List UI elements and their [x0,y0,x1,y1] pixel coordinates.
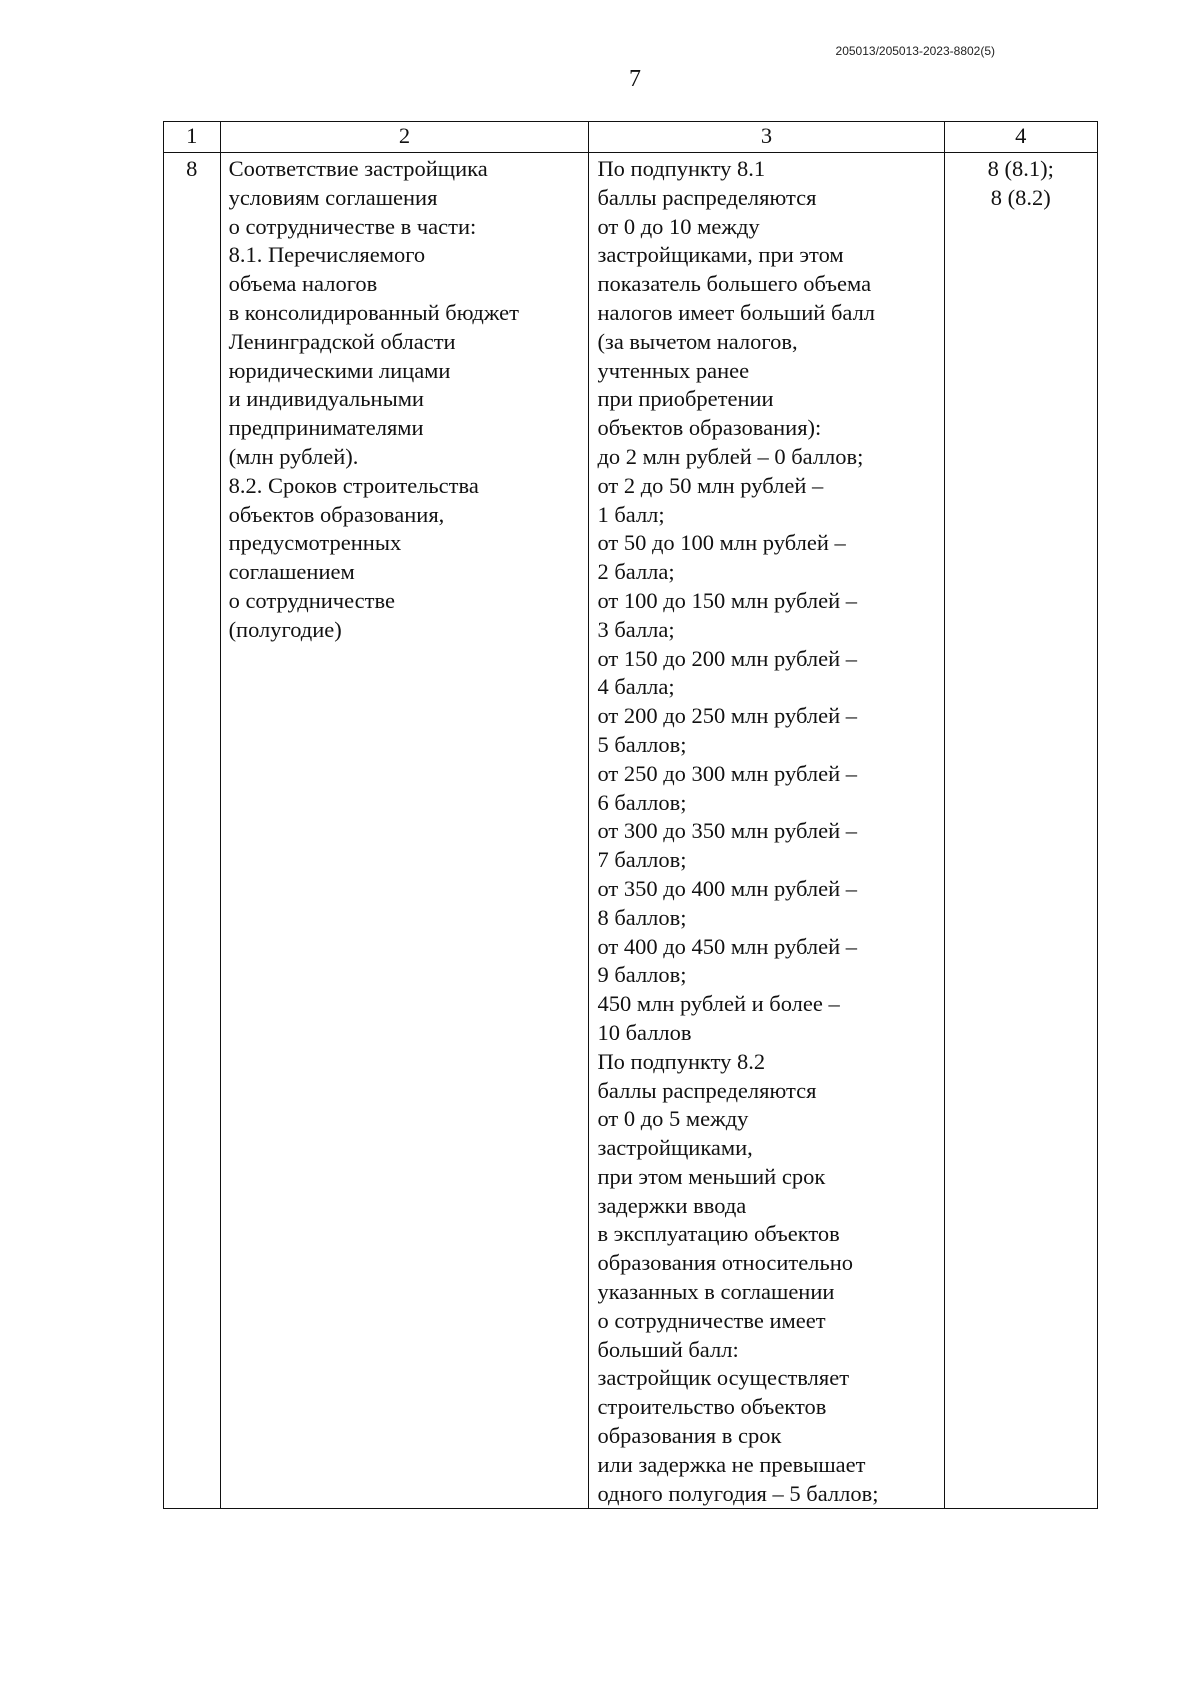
document-number: 205013/205013-2023-8802(5) [835,44,995,58]
criterion-text-line: о сотрудничестве в части: [228,213,477,239]
scoring-text-line: застройщиками, [597,1135,753,1161]
criterion-text-line: юридическими лицами [228,357,451,383]
scoring-text-line: 10 баллов [597,1019,692,1045]
scoring-text-line: в эксплуатацию объектов [597,1221,840,1247]
criterion-text-line: предпринимателями [228,415,424,441]
scoring-text-line: По подпункту 8.1 [597,156,766,181]
scoring-text-line: от 300 до 350 млн рублей – [597,818,857,844]
scoring-text-line: от 250 до 300 млн рублей – [597,760,857,786]
scoring-text-line: от 0 до 10 между [597,213,760,239]
scoring-text-line: от 2 до 50 млн рублей – [597,472,824,498]
scoring-text-line: объектов образования): [597,415,822,441]
scoring-text-line: 5 баллов; [597,731,687,757]
max-points-cell [944,153,1097,1509]
scoring-text-line: 8 баллов; [597,904,687,930]
scoring-text-line: налогов имеет больший балл [597,299,876,325]
scoring-text-line: показатель большего объема [597,271,872,297]
scoring-text-line: 2 балла; [597,559,675,585]
column-header-1: 1 [164,122,221,153]
scoring-text-line: одного полугодия – 5 баллов; [597,1480,879,1506]
scoring-text-line: указанных в соглашении [597,1279,835,1305]
scoring-text-line: при приобретении [597,386,774,412]
criterion-text-line: в консолидированный бюджет [228,299,519,325]
scoring-text-line: 7 баллов; [597,847,687,873]
criterion-cell [220,153,589,1509]
scoring-text-line: от 150 до 200 млн рублей – [597,645,857,671]
scoring-text-line: 3 балла; [597,616,675,642]
scoring-text-line: от 350 до 400 млн рублей – [597,875,857,901]
scoring-text-line: задержки ввода [597,1192,747,1218]
scoring-text-line: от 0 до 5 между [597,1106,749,1132]
criterion-text-line: (млн рублей). [228,443,359,469]
scoring-text-line: баллы распределяются [597,184,817,210]
criteria-table [163,121,1098,1509]
scoring-text-line: застройщик осуществляет [597,1365,850,1391]
criterion-text-line: и индивидуальными [228,386,424,412]
scoring-text-line: 1 балл; [597,501,665,527]
scoring-text-line: до 2 млн рублей – 0 баллов; [597,443,864,469]
criterion-text-line: (полугодие) [228,616,342,642]
scoring-text-line: По подпункту 8.2 [597,1048,766,1074]
scoring-text-line: больший балл: [597,1336,739,1362]
criterion-text-line: условиям соглашения [228,184,438,210]
criterion-text-line: Ленинградской области [228,328,456,354]
column-header-4: 4 [944,122,1097,153]
criterion-text-line: 8.1. Перечисляемого [228,242,426,268]
criterion-text-line: предусмотренных [228,530,402,556]
scoring-text-line: 4 балла; [597,674,675,700]
max-points-line: 8 (8.2) [990,184,1051,210]
scoring-text-line: строительство объектов [597,1394,827,1420]
scoring-text-line: о сотрудничестве имеет [597,1307,826,1333]
scoring-text-line: (за вычетом налогов, [597,328,798,354]
criterion-text-line: объема налогов [228,271,378,297]
criterion-text-line: объектов образования, [228,501,445,527]
criterion-text-line: 8.2. Сроков строительства [228,472,479,498]
scoring-text-line: образования в срок [597,1423,782,1449]
criterion-text-line: о сотрудничестве [228,587,395,613]
scoring-text-line: от 100 до 150 млн рублей – [597,587,857,613]
scoring-text-line: 9 баллов; [597,962,687,988]
scoring-cell [589,153,944,1509]
table-header-row [164,122,1098,153]
scoring-text-line: 6 баллов; [597,789,687,815]
scoring-text-line: 450 млн рублей и более – [597,991,840,1017]
scoring-text-line: при этом меньший срок [597,1163,826,1189]
scoring-text-line: учтенных ранее [597,357,750,383]
scoring-text-line: баллы распределяются [597,1077,817,1103]
table-row [164,153,1098,1509]
scoring-text-line: или задержка не превышает [597,1451,866,1477]
scoring-text-line: от 400 до 450 млн рублей – [597,933,857,959]
row-number-cell: 8 [164,153,221,1509]
criterion-text-line: соглашением [228,559,355,585]
scoring-text-line: застройщиками, при этом [597,242,844,268]
scoring-text-line: образования относительно [597,1250,854,1276]
column-header-3: 3 [589,122,944,153]
scoring-text-line: от 200 до 250 млн рублей – [597,703,857,729]
scoring-text-line: от 50 до 100 млн рублей – [597,530,846,556]
max-points-line: 8 (8.1); [987,156,1054,181]
column-header-2: 2 [220,122,589,153]
page-number: 7 [629,66,641,92]
criterion-text-line: Соответствие застройщика [228,156,488,181]
